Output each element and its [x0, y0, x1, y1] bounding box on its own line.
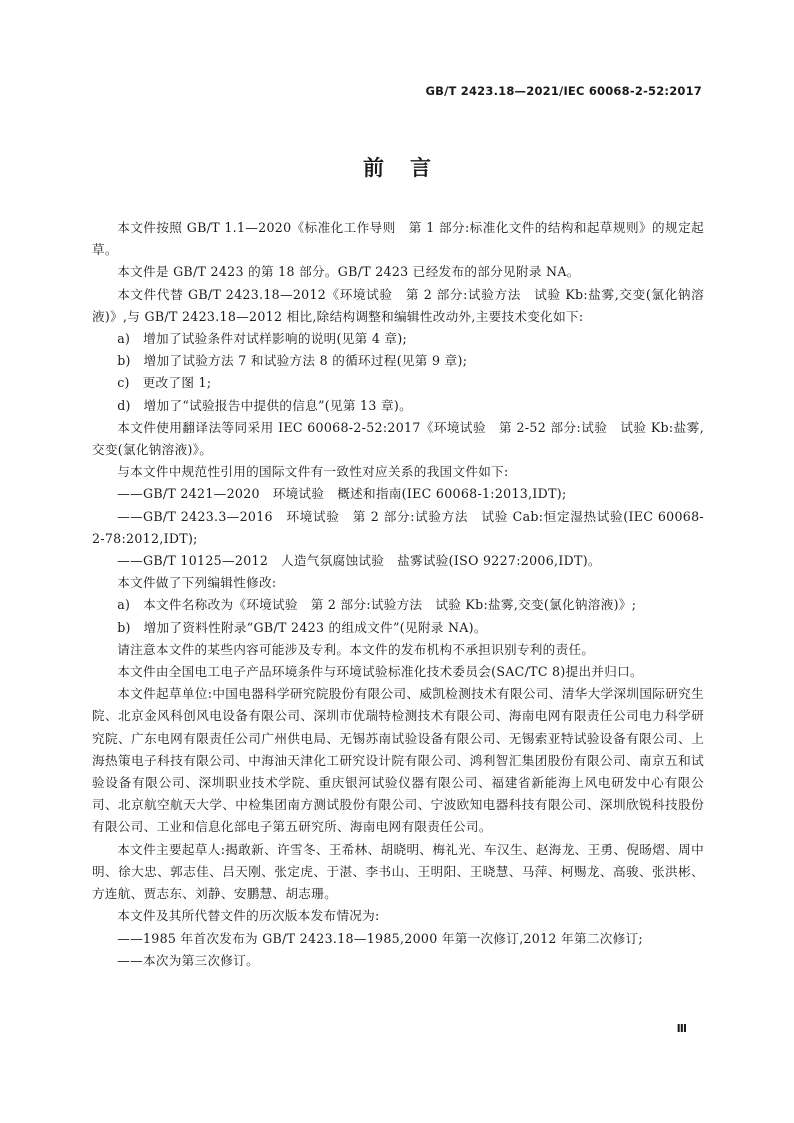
standard-number-header: GB/T 2423.18—2021/IEC 60068-2-52:2017	[425, 84, 702, 98]
page-number: Ⅲ	[676, 1022, 687, 1035]
paragraph: 本文件使用翻译法等同采用 IEC 60068-2-52:2017《环境试验 第 2-52 部分:试验 试验 Kb:盐雾,交变(氯化钠溶液)》。	[92, 419, 704, 458]
list-item: d) 增加了“试验报告中提供的信息”(见第 13 章)。	[117, 397, 412, 413]
paragraph: 本文件按照 GB/T 1.1—2020《标准化工作导则 第 1 部分:标准化文件的结构和起草规则》的规定起草。	[92, 220, 704, 258]
foreword-body	[92, 217, 704, 972]
paragraph: 本文件及其所代替文件的历次版本发布情况为:	[117, 908, 380, 924]
dash-item: ——GB/T 10125—2012 人造气氛腐蚀试验 盐雾试验(ISO 9227:2006,IDT)。	[117, 553, 601, 569]
paragraph: 本文件是 GB/T 2423 的第 18 部分。GB/T 2423 已经发布的部分见附录 NA。	[117, 264, 580, 280]
dash-item: ——GB/T 2421—2020 环境试验 概述和指南(IEC 60068-1:2013,IDT);	[117, 486, 567, 502]
dash-item: ——1985 年首次发布为 GB/T 2423.18—1985,2000 年第一次修订,2012 年第二次修订;	[117, 930, 643, 946]
drafters-paragraph: 本文件主要起草人:揭敢新、许雪冬、王希林、胡晓明、梅礼光、车汉生、赵海龙、王勇、倪旸熠、周中明、徐大忠、郭志佳、吕天刚、张定虎、于湛、李书山、王明阳、王晓慧、马萍、柯赐龙、高骏、张洪彬、方连航、贾志东、刘静、安鹏慧、胡志珊。	[92, 841, 704, 902]
list-item: a) 本文件名称改为《环境试验 第 2 部分:试验方法 试验 Kb:盐雾,交变(氯化钠溶液)》;	[117, 597, 637, 613]
page-title: 前言	[363, 156, 457, 180]
list-item: b) 增加了资料性附录“GB/T 2423 的组成文件”(见附录 NA)。	[117, 619, 487, 635]
paragraph: 本文件代替 GB/T 2423.18—2012《环境试验 第 2 部分:试验方法 试验 Kb:盐雾,交变(氯化钠溶液)》,与 GB/T 2423.18—2012 相比,除结构调整和编辑性改动外,主要技术变化如下:	[92, 286, 704, 324]
list-item: a) 增加了试验条件对试样影响的说明(见第 4 章);	[117, 331, 408, 347]
paragraph: 与本文件中规范性引用的国际文件有一致性对应关系的我国文件如下:	[117, 464, 509, 480]
dash-item: ——本次为第三次修订。	[117, 952, 260, 968]
paragraph: 本文件由全国电工电子产品环境条件与环境试验标准化技术委员会(SAC/TC 8)提出并归口。	[117, 664, 643, 680]
list-item: c) 更改了图 1;	[117, 375, 212, 391]
list-item: b) 增加了试验方法 7 和试验方法 8 的循环过程(见第 9 章);	[117, 353, 468, 369]
dash-item: ——GB/T 2423.3—2016 环境试验 第 2 部分:试验方法 试验 Cab:恒定湿热试验(IEC 60068-2-78:2012,IDT);	[92, 508, 704, 546]
drafting-units-paragraph: 本文件起草单位:中国电器科学研究院股份有限公司、威凯检测技术有限公司、清华大学深圳国际研究生院、北京金风科创风电设备有限公司、深圳市优瑞特检测技术有限公司、海南电网有限责任公司电力科学研究院、广东电网有限责任公司广州供电局、无锡苏南试验设备有限公司、无锡索亚特试验设备有限公司、上海热策电子科技有限公司、中海油天津化工研究设计院有限公司、鸿利智汇集团股份有限公司、南京五和试验设备有限公司、深圳职业技术学院、重庆银河试验仪器有限公司、福建省新能海上风电研发中心有限公司、北京航空航天大学、中检集团南方测试股份有限公司、宁波欧知电器科技有限公司、深圳欣锐科技股份有限公司、工业和信息化部电子第五研究所、海南电网有限责任公司。	[92, 686, 704, 835]
paragraph: 请注意本文件的某些内容可能涉及专利。本文件的发布机构不承担识别专利的责任。	[117, 641, 595, 657]
paragraph: 本文件做了下列编辑性修改:	[117, 575, 277, 591]
